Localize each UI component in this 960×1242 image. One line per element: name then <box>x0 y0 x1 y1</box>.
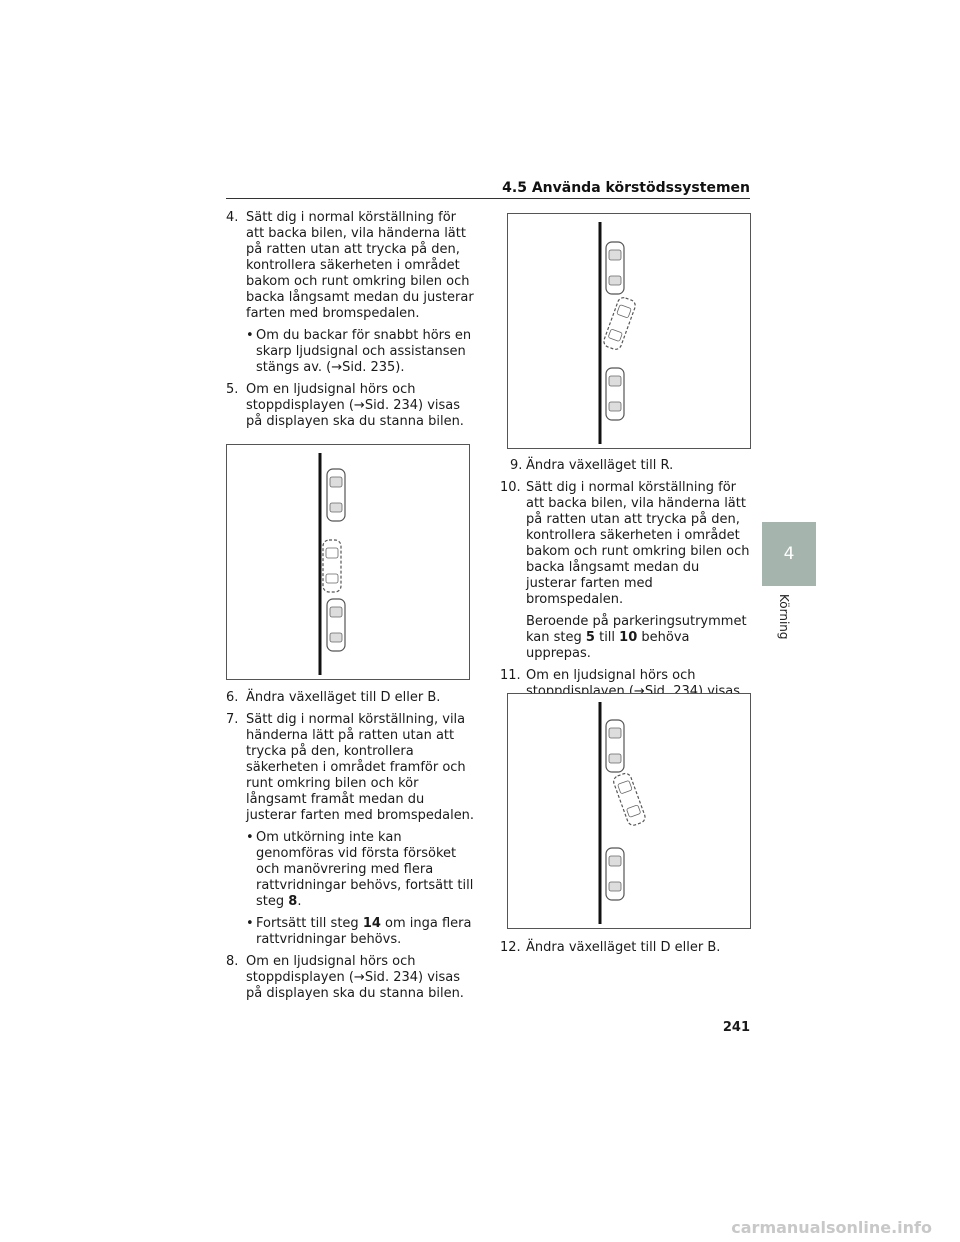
bullet-dot: • <box>246 916 254 931</box>
bullet-text: Om du backar för snabbt hörs en skarp ljudsignal och assistansen stängs av. (→Sid. 235). <box>256 328 472 375</box>
step-number: 4. <box>226 210 239 225</box>
step-text: Sätt dig i normal körställning för att backa bilen, vila händerna lätt på ratten utan att trycka på den, kontrollera säkerheten i området bakom och runt omkring bilen och backa långsamt medan du justerar farten med bromspedalen. <box>526 480 750 607</box>
step-text: Sätt dig i normal körställning, vila händerna lätt på ratten utan att trycka på den, kontrollera säkerheten i området framför och runt omkring bilen och kör långsamt framåt medan du justerar farten med bromspedalen. <box>246 712 475 823</box>
note-pre: Beroende på parkeringsutrymmet kan steg <box>526 614 747 645</box>
parked-car-front <box>327 469 345 521</box>
step-9 <box>500 458 750 474</box>
parked-car-rear <box>606 848 624 900</box>
own-car <box>323 540 341 592</box>
step-reference: 14 <box>362 916 381 931</box>
step-5 <box>226 382 476 430</box>
step-text: Sätt dig i normal körställning för att backa bilen, vila händerna lätt på ratten utan att trycka på den, kontrollera säkerheten i området bakom och runt omkring bilen och backa långsamt medan du justerar farten med bromspedalen. <box>246 210 474 321</box>
step-12 <box>500 940 750 956</box>
step-number: 5. <box>226 382 239 397</box>
step-10-note <box>500 614 750 662</box>
step-text: Ändra växelläget till D eller B. <box>246 690 441 705</box>
step-4-bullet <box>226 328 476 376</box>
own-car <box>602 296 637 351</box>
parking-diagram-1 <box>226 444 470 680</box>
bullet-dot: • <box>246 328 254 343</box>
step-number: 8. <box>226 954 239 969</box>
step-reference: 8 <box>288 894 298 909</box>
parking-diagram-3 <box>507 693 751 929</box>
right-column <box>500 458 750 722</box>
step-reference: 5 <box>585 630 595 645</box>
step-number: 10. <box>500 480 521 495</box>
parked-car-front <box>606 242 624 294</box>
step-number: 9. <box>510 458 523 473</box>
step-7-bullet-2 <box>226 916 476 948</box>
step-text: Ändra växelläget till D eller B. <box>526 940 721 955</box>
right-column-lower <box>500 940 750 962</box>
step-text: Om en ljudsignal hörs och stoppdisplayen (→Sid. 234) visas på displayen ska du stanna bilen. <box>246 382 464 429</box>
parked-car-rear <box>606 368 624 420</box>
step-reference: 10 <box>619 630 638 645</box>
step-number: 12. <box>500 940 521 955</box>
step-number: 6. <box>226 690 239 705</box>
chapter-number: 4 <box>783 544 795 564</box>
step-8 <box>226 954 476 1002</box>
bullet-text: Om utkörning inte kan genomföras vid första försöket och manövrering med flera rattvridningar behövs, fortsätt till steg <box>256 830 474 909</box>
page-number: 241 <box>722 1020 750 1035</box>
bullet-dot: • <box>246 830 254 845</box>
section-header-title: 4.5 Använda körstödssystemen <box>502 180 750 196</box>
parked-car-rear <box>327 599 345 651</box>
step-7-bullet-1 <box>226 830 476 910</box>
bullet-end: . <box>297 894 302 909</box>
step-number: 7. <box>226 712 239 727</box>
note-mid: till <box>599 630 616 645</box>
own-car <box>612 772 647 827</box>
parked-car-front <box>606 720 624 772</box>
step-text: Om en ljudsignal hörs och stoppdisplayen (→Sid. 234) visas på displayen ska du stanna bilen. <box>526 668 744 715</box>
step-6 <box>226 690 476 706</box>
step-7 <box>226 712 476 824</box>
header-rule <box>226 198 750 199</box>
step-text: Om en ljudsignal hörs och stoppdisplayen (→Sid. 234) visas på displayen ska du stanna bilen. <box>246 954 464 1001</box>
chapter-label: Körning <box>777 594 791 640</box>
step-text: Ändra växelläget till R. <box>526 458 674 473</box>
note-end: behöva upprepas. <box>526 630 690 661</box>
left-column-lower <box>226 690 476 1008</box>
footer-watermark: carmanualsonline.info <box>731 1218 932 1237</box>
bullet-text: om inga flera rattvridningar behövs. <box>256 916 472 947</box>
parking-diagram-2 <box>507 213 751 449</box>
bullet-pre: Fortsätt till steg <box>256 916 359 931</box>
step-number: 11. <box>500 668 521 683</box>
chapter-tab[interactable] <box>762 522 816 586</box>
step-4 <box>226 210 476 322</box>
left-column <box>226 210 476 436</box>
step-10 <box>500 480 750 608</box>
